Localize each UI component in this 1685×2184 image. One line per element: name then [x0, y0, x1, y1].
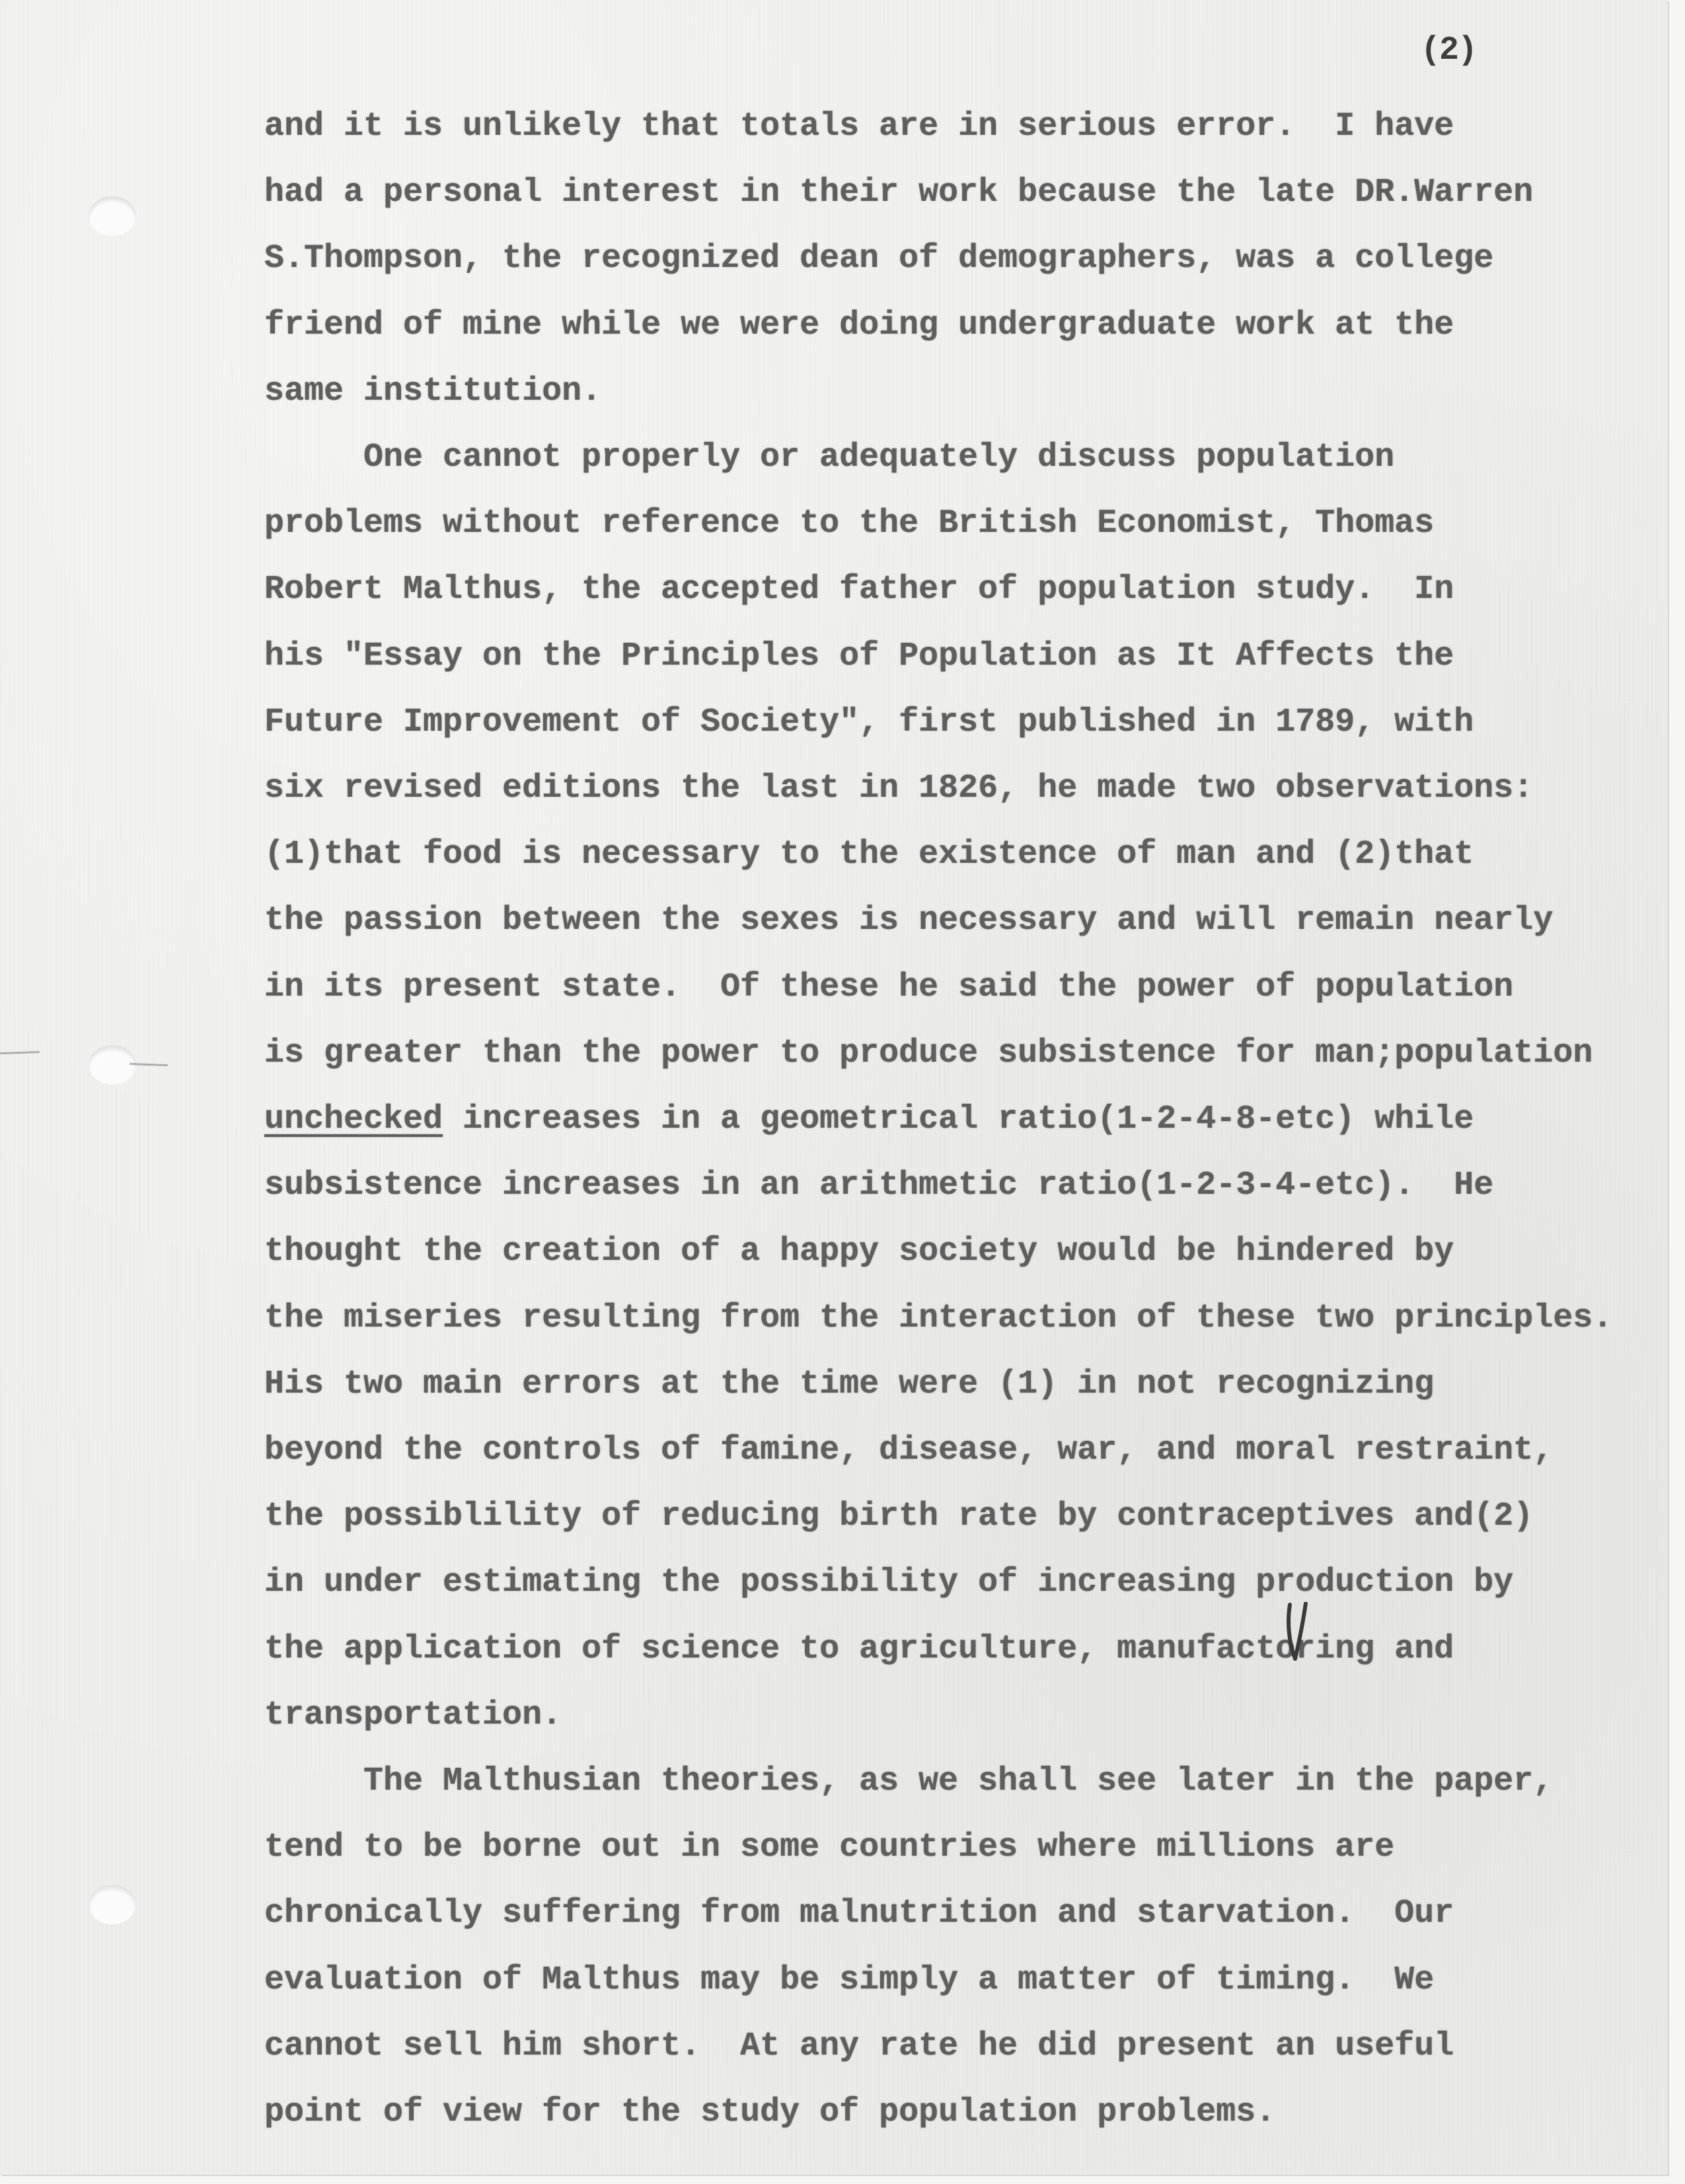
text-line: six revised editions the last in 1826, he made two observations: — [264, 770, 1534, 807]
punch-hole-bottom — [89, 1885, 136, 1924]
text-line: Robert Malthus, the accepted father of population study. In — [264, 571, 1454, 609]
text-line: thought the creation of a happy society would be hindered by — [264, 1233, 1454, 1271]
punch-hole-middle — [89, 1045, 136, 1085]
text-line: and it is unlikely that totals are in serious error. I have — [264, 108, 1454, 145]
text-line: point of view for the study of population problems. — [264, 2093, 1276, 2131]
text-line: friend of mine while we were doing undergraduate work at the — [264, 306, 1454, 344]
text-line: problems without reference to the British Economist, Thomas — [264, 505, 1435, 543]
text-line: His two main errors at the time were (1) in not recognizing — [264, 1365, 1435, 1403]
text-line: in its present state. Of these he said the power of population — [264, 968, 1514, 1006]
punch-hole-top — [89, 196, 136, 236]
text-line: the possiblility of reducing birth rate by contraceptives and(2) — [264, 1498, 1534, 1536]
text-line: the miseries resulting from the interaction of these two principles. — [264, 1299, 1613, 1337]
text-line: chronically suffering from malnutrition and starvation. Our — [264, 1895, 1454, 1933]
text-line — [264, 1100, 1474, 1140]
underlined-word: unchecked — [264, 1101, 443, 1138]
text-line: the application of science to agriculture, manufactoring and — [264, 1630, 1454, 1668]
text-line: is greater than the power to produce subsistence for man;population — [264, 1034, 1593, 1072]
text-line: The Malthusian theories, as we shall see later in the paper, — [363, 1763, 1554, 1800]
text-line-rest: increases in a geometrical ratio(1-2-4-8-etc) while — [443, 1101, 1474, 1138]
text-line: cannot sell him short. At any rate he did present an useful — [264, 2027, 1454, 2065]
text-line: Future Improvement of Society", first published in 1789, with — [264, 703, 1474, 741]
text-line: had a personal interest in their work because the late DR.Warren — [264, 174, 1534, 212]
page-number: (2) — [1421, 32, 1477, 69]
text-line: his "Essay on the Principles of Population as It Affects the — [264, 637, 1454, 675]
text-line: (1)that food is necessary to the existence of man and (2)that — [264, 836, 1474, 874]
text-line: S.Thompson, the recognized dean of demographers, was a college — [264, 240, 1494, 278]
handwritten-correction-mark — [1283, 1602, 1310, 1661]
text-line: beyond the controls of famine, disease, war, and moral restraint, — [264, 1432, 1554, 1469]
text-line: the passion between the sexes is necessary and will remain nearly — [264, 902, 1554, 940]
text-line: in under estimating the possibility of increasing production by — [264, 1564, 1514, 1602]
scan-mark — [0, 1051, 40, 1054]
text-line: same institution. — [264, 372, 602, 410]
text-line: tend to be borne out in some countries where millions are — [264, 1829, 1395, 1867]
text-line: evaluation of Malthus may be simply a matter of timing. We — [264, 1961, 1435, 1999]
text-line: transportation. — [264, 1696, 562, 1734]
text-line: One cannot properly or adequately discuss population — [363, 439, 1395, 476]
text-line: subsistence increases in an arithmetic ratio(1-2-3-4-etc). He — [264, 1167, 1494, 1205]
